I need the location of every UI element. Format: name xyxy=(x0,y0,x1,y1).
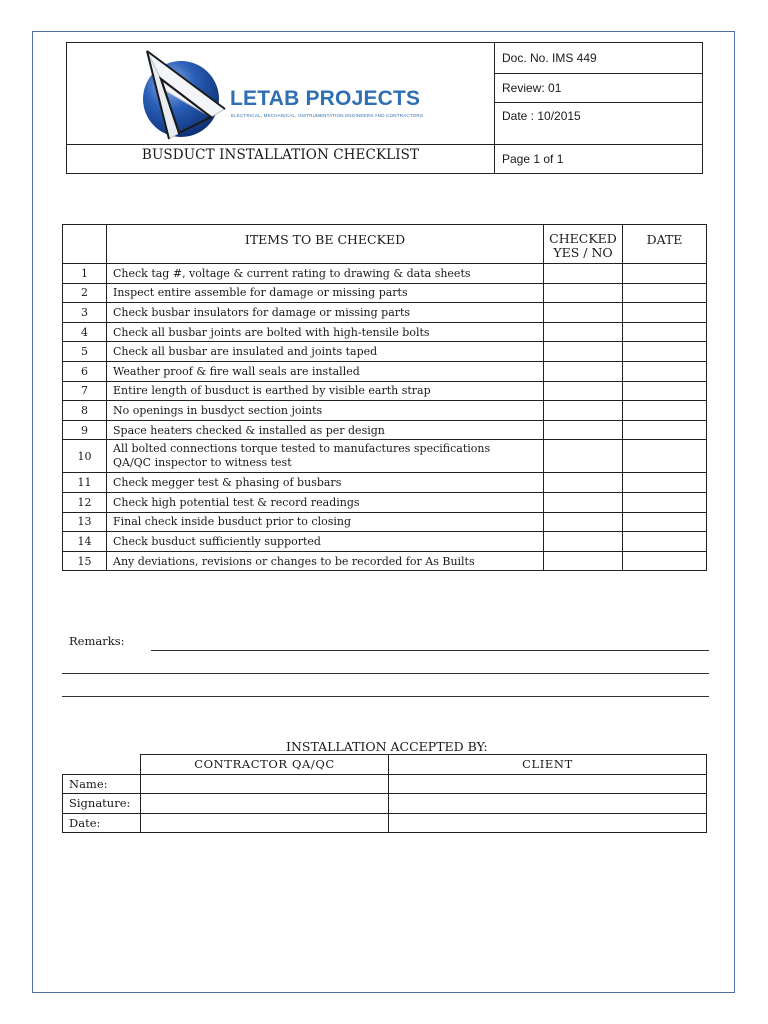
checklist-row xyxy=(63,264,707,284)
date-field[interactable] xyxy=(623,264,707,284)
checked-yes-no-field[interactable] xyxy=(544,342,623,362)
contractor-date-field[interactable] xyxy=(141,813,389,833)
item-description xyxy=(107,381,544,401)
item-description-line: Check tag #, voltage & current rating to drawing & data sheets xyxy=(113,266,471,280)
item-description xyxy=(107,532,544,552)
checklist-header-row xyxy=(63,225,707,264)
date-field[interactable] xyxy=(623,492,707,512)
client-column-header: CLIENT xyxy=(389,755,707,775)
date-field[interactable] xyxy=(623,420,707,440)
item-description xyxy=(107,401,544,421)
checklist-row xyxy=(63,440,707,473)
document-date: Date : 10/2015 xyxy=(495,103,702,145)
acceptance-header-row xyxy=(63,755,707,775)
contractor-signature-field[interactable] xyxy=(141,794,389,814)
logo-cell xyxy=(67,43,495,145)
page-number: Page 1 of 1 xyxy=(502,152,564,166)
date-field[interactable] xyxy=(623,283,707,303)
item-description xyxy=(107,551,544,571)
item-description xyxy=(107,361,544,381)
client-name-field[interactable] xyxy=(389,774,707,794)
date-field[interactable] xyxy=(623,401,707,421)
date-column-header: DATE xyxy=(623,225,707,264)
item-description xyxy=(107,473,544,493)
item-description-line: No openings in busdyct section joints xyxy=(113,403,323,417)
checked-yes-no-field[interactable] xyxy=(544,492,623,512)
date-field[interactable] xyxy=(623,381,707,401)
date-label: Date: xyxy=(63,813,141,833)
acceptance-table xyxy=(62,754,707,833)
checked-yes-no-field[interactable] xyxy=(544,532,623,552)
name-label: Name: xyxy=(63,774,141,794)
date-field[interactable] xyxy=(623,303,707,323)
checked-yes-no-field[interactable] xyxy=(544,473,623,493)
signature-row xyxy=(63,794,707,814)
item-number: 1 xyxy=(63,264,107,284)
checked-column-header xyxy=(544,225,623,264)
checked-yes-no-field[interactable] xyxy=(544,512,623,532)
checklist-row xyxy=(63,401,707,421)
item-number: 14 xyxy=(63,532,107,552)
item-number: 7 xyxy=(63,381,107,401)
item-number: 6 xyxy=(63,361,107,381)
remarks-line-1[interactable] xyxy=(151,650,709,651)
date-field[interactable] xyxy=(623,440,707,473)
checklist-row xyxy=(63,322,707,342)
item-description-line: All bolted connections torque tested to manufactures specifications xyxy=(113,442,491,456)
item-number: 8 xyxy=(63,401,107,421)
item-number: 4 xyxy=(63,322,107,342)
checklist-row xyxy=(63,473,707,493)
item-description xyxy=(107,420,544,440)
document-title: BUSDUCT INSTALLATION CHECKLIST xyxy=(67,145,495,173)
checklist-table xyxy=(62,224,707,571)
date-field[interactable] xyxy=(623,551,707,571)
contractor-name-field[interactable] xyxy=(141,774,389,794)
item-number: 2 xyxy=(63,283,107,303)
item-description xyxy=(107,342,544,362)
checked-yes-no-field[interactable] xyxy=(544,303,623,323)
checked-yes-no-field[interactable] xyxy=(544,401,623,421)
checklist-row xyxy=(63,551,707,571)
item-description-line: Weather proof & fire wall seals are installed xyxy=(113,364,360,378)
remarks-label: Remarks: xyxy=(69,634,125,648)
checked-yes-no-field[interactable] xyxy=(544,322,623,342)
item-description-line: Check all busbar joints are bolted with high-tensile bolts xyxy=(113,325,430,339)
date-field[interactable] xyxy=(623,532,707,552)
checklist-rows xyxy=(63,264,707,571)
checklist-row xyxy=(63,492,707,512)
checklist-row xyxy=(63,512,707,532)
checked-header-line2: YES / NO xyxy=(553,245,613,260)
checklist-row xyxy=(63,342,707,362)
item-description xyxy=(107,283,544,303)
checklist-row xyxy=(63,381,707,401)
checklist-row xyxy=(63,283,707,303)
checked-yes-no-field[interactable] xyxy=(544,420,623,440)
item-description xyxy=(107,264,544,284)
remarks-line-2[interactable] xyxy=(62,673,709,674)
signature-label: Signature: xyxy=(63,794,141,814)
item-number: 15 xyxy=(63,551,107,571)
item-description-line: Space heaters checked & installed as per design xyxy=(113,423,385,437)
item-description-line: Check all busbar are insulated and joints taped xyxy=(113,345,378,359)
date-field[interactable] xyxy=(623,342,707,362)
remarks-line-3[interactable] xyxy=(62,696,709,697)
item-description xyxy=(107,440,544,473)
checked-yes-no-field[interactable] xyxy=(544,551,623,571)
checked-yes-no-field[interactable] xyxy=(544,440,623,473)
date-field[interactable] xyxy=(623,512,707,532)
acceptance-corner-cell xyxy=(63,755,141,775)
item-description xyxy=(107,512,544,532)
item-number: 10 xyxy=(63,440,107,473)
item-description-line: Check busduct sufficiently supported xyxy=(113,534,321,548)
item-number: 9 xyxy=(63,420,107,440)
items-column-header: ITEMS TO BE CHECKED xyxy=(107,225,544,264)
checked-yes-no-field[interactable] xyxy=(544,361,623,381)
date-row xyxy=(63,813,707,833)
item-number: 5 xyxy=(63,342,107,362)
item-description xyxy=(107,322,544,342)
item-description-line: Check busbar insulators for damage or missing parts xyxy=(113,305,411,319)
company-name: LETAB PROJECTS xyxy=(230,87,421,110)
checked-yes-no-field[interactable] xyxy=(544,283,623,303)
client-signature-field[interactable] xyxy=(389,794,707,814)
item-description-line: Final check inside busduct prior to closing xyxy=(113,515,351,529)
item-description-line: Inspect entire assemble for damage or missing parts xyxy=(113,286,408,300)
item-description xyxy=(107,492,544,512)
acceptance-title: INSTALLATION ACCEPTED BY: xyxy=(286,739,488,754)
checked-yes-no-field[interactable] xyxy=(544,264,623,284)
item-number: 3 xyxy=(63,303,107,323)
checklist-row xyxy=(63,303,707,323)
item-description-line: Check megger test & phasing of busbars xyxy=(113,476,342,490)
date-field[interactable] xyxy=(623,361,707,381)
item-description-line: Check high potential test & record readings xyxy=(113,495,360,509)
checklist-row xyxy=(63,420,707,440)
company-tagline: ELECTRICAL, MECHANICAL, INSTRUMENTATION ENGINEERS AND CONTRACTORS xyxy=(231,113,424,118)
client-date-field[interactable] xyxy=(389,813,707,833)
checked-header-line1: CHECKED xyxy=(549,231,617,246)
item-number: 12 xyxy=(63,492,107,512)
date-field[interactable] xyxy=(623,322,707,342)
item-description xyxy=(107,303,544,323)
checklist-row xyxy=(63,361,707,381)
date-field[interactable] xyxy=(623,473,707,493)
name-row xyxy=(63,774,707,794)
item-description-line: Any deviations, revisions or changes to be recorded for As Builts xyxy=(113,554,475,568)
review-number: Review: 01 xyxy=(495,74,702,103)
doc-number: Doc. No. IMS 449 xyxy=(495,43,702,74)
document-header xyxy=(66,42,703,174)
checked-yes-no-field[interactable] xyxy=(544,381,623,401)
item-description-line: QA/QC inspector to witness test xyxy=(113,456,292,470)
item-description-line: Entire length of busduct is earthed by visible earth strap xyxy=(113,384,431,398)
item-number: 13 xyxy=(63,512,107,532)
contractor-column-header: CONTRACTOR QA/QC xyxy=(141,755,389,775)
number-column-header xyxy=(63,225,107,264)
letab-logo-icon xyxy=(139,47,234,143)
item-number: 11 xyxy=(63,473,107,493)
checklist-row xyxy=(63,532,707,552)
